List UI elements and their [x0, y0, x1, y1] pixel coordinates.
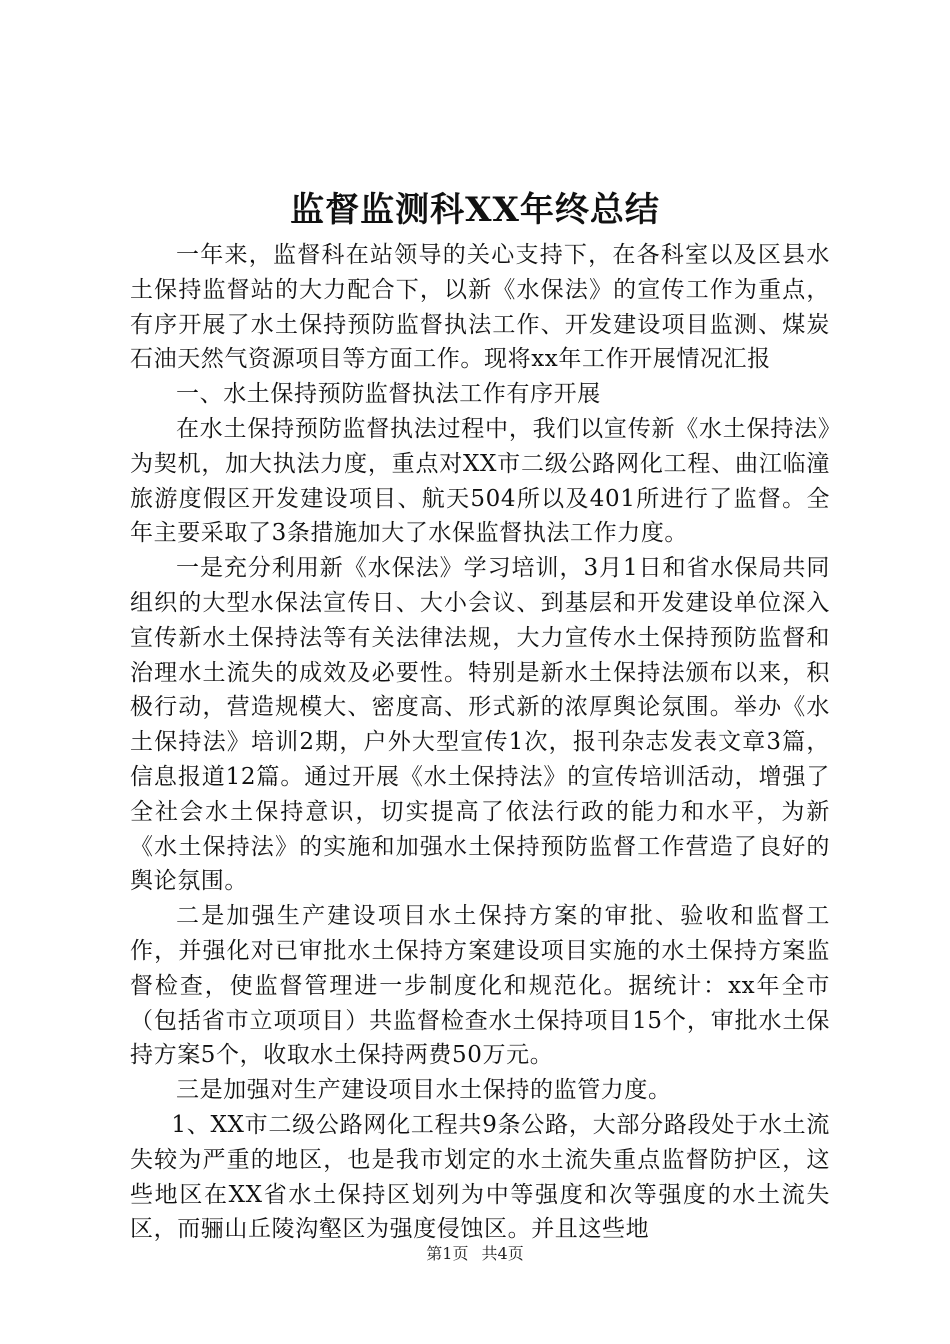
- document-title: 监督监测科XX年终总结: [290, 190, 660, 230]
- page-number: 第1页: [426, 1244, 469, 1263]
- page-total: 共4页: [481, 1244, 524, 1263]
- paragraph-section-1: 在水土保持预防监督执法过程中，我们以宣传新《水土保持法》为契机，加大执法力度，重点对XX市二级公路网化工程、曲江临潼旅游度假区开发建设项目、航天504所以及401所进行了监督。全年主要采取了3条措施加大了水保监督执法工作力度。: [130, 415, 830, 547]
- page-footer: [0, 1244, 950, 1264]
- paragraph-item-1: 1、XX市二级公路网化工程共9条公路，大部分路段处于水土流失较为严重的地区，也是我市划定的水土流失重点监督防护区，这些地区在XX省水土保持区划列为中等强度和次等强度的水土流失区，而骊山丘陵沟壑区为强度侵蚀区。并且这些地: [130, 1111, 830, 1243]
- section-heading-1: 一、水土保持预防监督执法工作有序开展: [176, 381, 601, 408]
- paragraph-measure-3: 三是加强对生产建设项目水土保持的监管力度。: [176, 1077, 672, 1104]
- document-body: [130, 238, 830, 1247]
- paragraph-measure-2: 二是加强生产建设项目水土保持方案的审批、验收和监督工作，并强化对已审批水土保持方案建设项目实施的水土保持方案监督检查，使监督管理进一步制度化和规范化。据统计：xx年全市（包括省市立项项目）共监督检查水土保持项目15个，审批水土保持方案5个，收取水土保持两费50万元。: [130, 903, 830, 1069]
- paragraph-measure-1: 一是充分利用新《水保法》学习培训，3月1日和省水保局共同组织的大型水保法宣传日、大小会议、到基层和开发建设单位深入宣传新水土保持法等有关法律法规，大力宣传水土保持预防监督和治理水土流失的成效及必要性。特别是新水土保持法颁布以来，积极行动，营造规模大、密度高、形式新的浓厚舆论氛围。举办《水土保持法》培训2期，户外大型宣传1次，报刊杂志发表文章3篇，信息报道12篇。通过开展《水土保持法》的宣传培训活动，增强了全社会水土保持意识，切实提高了依法行政的能力和水平，为新《水土保持法》的实施和加强水土保持预防监督工作营造了良好的舆论氛围。: [130, 555, 830, 895]
- paragraph-intro: 一年来，监督科在站领导的关心支持下，在各科室以及区县水土保持监督站的大力配合下，以新《水保法》的宣传工作为重点，有序开展了水土保持预防监督执法工作、开发建设项目监测、煤炭石油天然气资源项目等方面工作。现将xx年工作开展情况汇报: [130, 242, 830, 373]
